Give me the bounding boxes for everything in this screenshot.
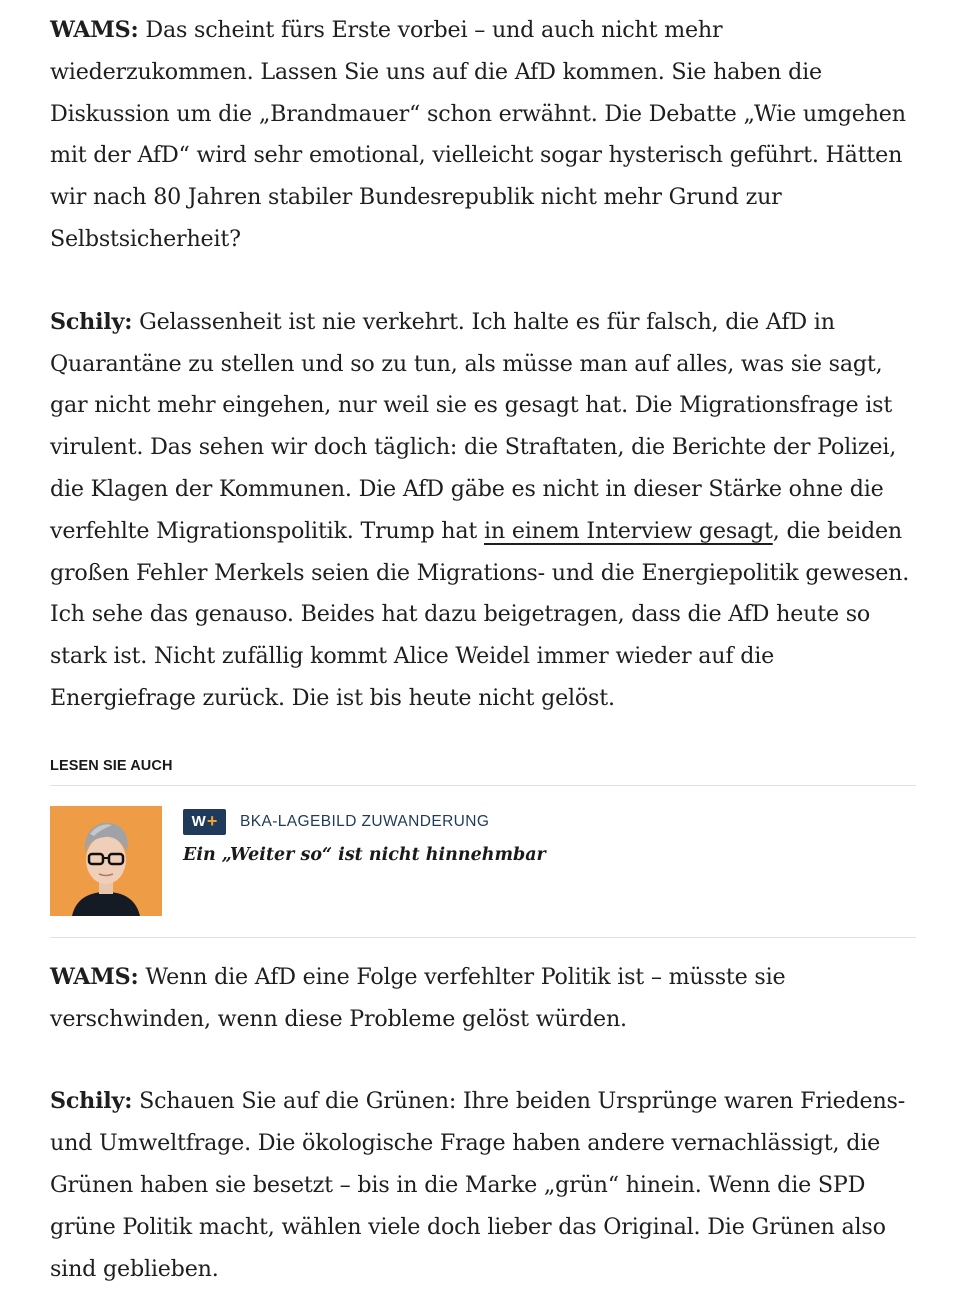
interview-paragraph: [50, 10, 916, 261]
paragraph-text: Gelassenheit ist nie verkehrt. Ich halte es für falsch, die AfD in Quarantäne zu stellen und so zu tun, als müsse man auf alles, was sie sagt, gar nicht mehr eingehen, nur weil sie es gesagt hat. Die Migrationsfrage ist virulent. Das sehen wir doch täglich: die Straftaten, die Berichte der Polizei, die Klagen der Kommunen. Die AfD gäbe es nicht in dieser Stärke ohne die verfehlte Migrationspolitik. Trump hat: [50, 308, 897, 544]
read-also-heading: LESEN SIE AUCH: [50, 758, 916, 786]
read-also-box: [50, 758, 916, 938]
speaker-label: Schily:: [50, 308, 133, 335]
paragraph-text: Wenn die AfD eine Folge verfehlter Politik ist – müsste sie verschwinden, wenn diese Probleme gelöst würden.: [50, 963, 786, 1032]
welt-plus-badge: [183, 809, 226, 835]
paragraph-text: , die beiden großen Fehler Merkels seien die Migrations- und die Energiepolitik gewesen. Ich sehe das genauso. Beides hat dazu beigetragen, dass die AfD heute so stark ist. Nicht zufällig kommt Alice Weidel immer wieder auf die Energiefrage zurück. Die ist bis heute nicht gelöst.: [50, 517, 910, 711]
paragraph-text: Schauen Sie auf die Grünen: Ihre beiden Ursprünge waren Friedens- und Umweltfrage. Die ökologische Frage haben andere vernachlässigt, die Grünen haben sie besetzt – bis in die Marke „grün“ hinein. Wenn die SPD grüne Politik macht, wählen viele doch lieber das Original. Die Grünen also sind geblieben.: [50, 1088, 906, 1282]
speaker-label: WAMS:: [50, 963, 139, 990]
teaser-kicker-label: BKA-LAGEBILD ZUWANDERUNG: [240, 812, 490, 830]
badge-plus: +: [206, 811, 218, 832]
interview-paragraph: [50, 957, 916, 1041]
badge-letter: W: [191, 813, 206, 831]
teaser-kicker: [183, 809, 546, 835]
portrait-illustration: [50, 806, 162, 916]
teaser-text: [183, 806, 546, 916]
related-article-teaser[interactable]: [50, 786, 916, 938]
speaker-label: Schily:: [50, 1088, 133, 1115]
article-body: [50, 10, 916, 1290]
teaser-headline[interactable]: Ein „Weiter so“ ist nicht hinnehmbar: [183, 844, 546, 865]
teaser-portrait-image[interactable]: [50, 806, 162, 916]
paragraph-text: Das scheint fürs Erste vorbei – und auch nicht mehr wiederzukommen. Lassen Sie uns auf die AfD kommen. Sie haben die Diskussion um die „Brandmauer“ schon erwähnt. Die Debatte „Wie umgehen mit der AfD“ wird sehr emotional, vielleicht sogar hysterisch geführt. Hätten wir nach 80 Jahren stabiler Bundesrepublik nicht mehr Grund zur Selbstsicherheit?: [50, 17, 906, 252]
interview-paragraph: [50, 302, 916, 720]
speaker-label: WAMS:: [50, 17, 139, 43]
interview-paragraph: [50, 1081, 916, 1290]
interview-link[interactable]: in einem Interview gesagt: [484, 517, 773, 544]
